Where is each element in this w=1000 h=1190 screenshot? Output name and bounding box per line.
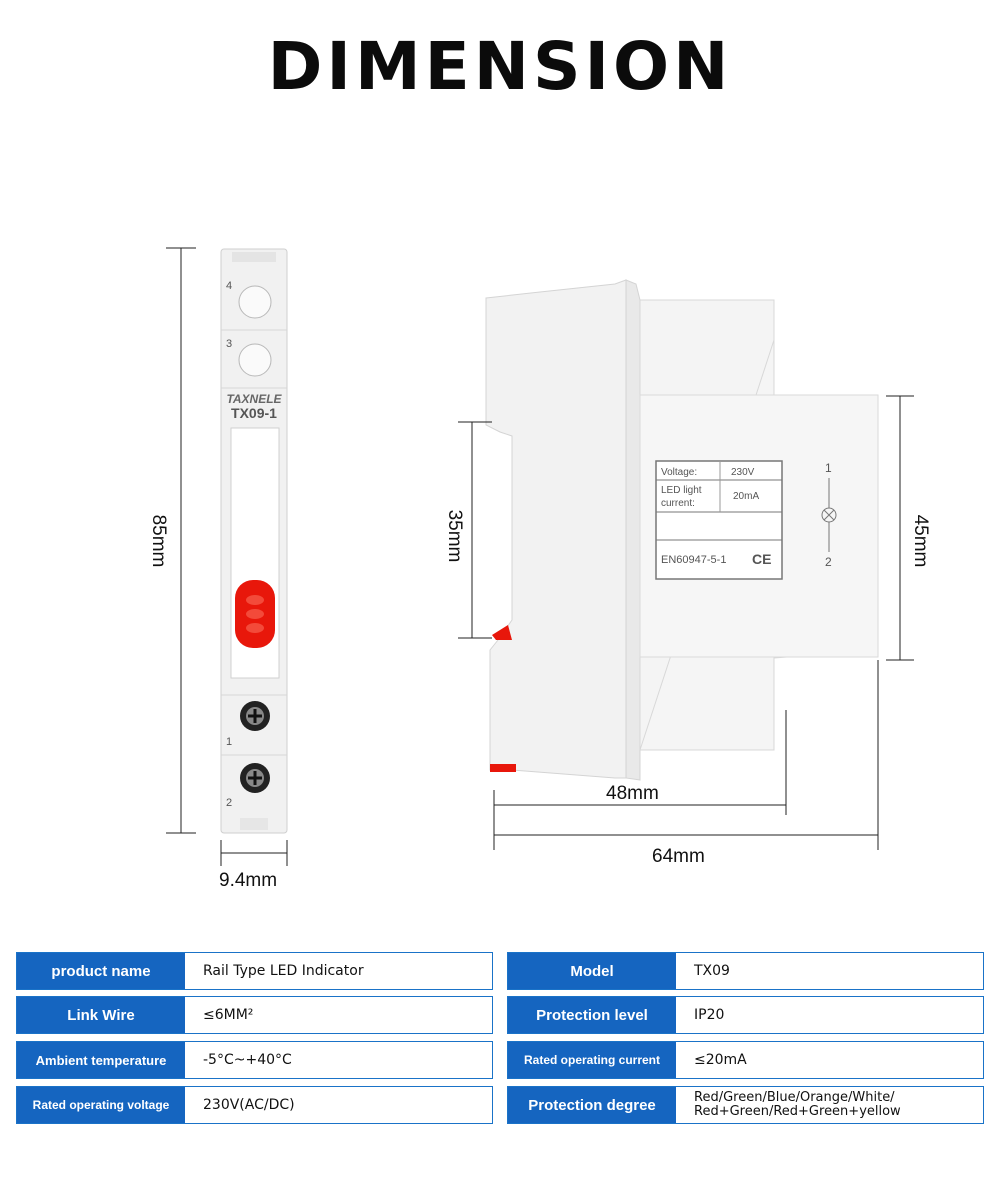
spec-value: TX09	[694, 963, 730, 979]
spec-row-product-name	[16, 952, 493, 990]
spec-key: Link Wire	[17, 997, 185, 1033]
spec-value	[676, 1087, 901, 1123]
dim-front-height-label: 45mm	[910, 514, 931, 568]
spec-value: IP20	[694, 1007, 725, 1023]
terminal-number-3: 3	[226, 338, 233, 350]
spec-value-line-1: Red/Green/Blue/Orange/White/	[694, 1090, 895, 1105]
spec-value: Rail Type LED Indicator	[203, 963, 364, 979]
page-title: DIMENSION	[267, 28, 733, 105]
spec-key: product name	[17, 953, 185, 989]
spec-key: Protection degree	[508, 1087, 676, 1123]
terminal-number-4: 4	[226, 280, 233, 292]
spec-key: Ambient temperature	[17, 1042, 185, 1078]
spec-row-ambient-temperature	[16, 1041, 493, 1079]
terminal-number-2: 2	[226, 797, 233, 809]
terminal-number-1: 1	[226, 736, 233, 748]
spec-value: -5°C~+40°C	[203, 1052, 292, 1068]
spec-value: ≤20mA	[694, 1052, 747, 1068]
spec-value: ≤6MM²	[203, 1007, 254, 1023]
spec-key: Protection level	[508, 997, 676, 1033]
spec-value: 230V(AC/DC)	[203, 1097, 295, 1113]
spec-key: Model	[508, 953, 676, 989]
ce-mark: CE	[752, 551, 772, 567]
dim-height-label: 85mm	[148, 514, 169, 568]
dim-depth-inner-label: 48mm	[606, 783, 659, 804]
dim-depth-total-label: 64mm	[652, 846, 705, 867]
current-value: 20mA	[733, 491, 760, 502]
current-label-1: LED light	[661, 485, 702, 496]
front-view-module	[221, 249, 287, 833]
voltage-label: Voltage:	[661, 467, 698, 478]
schematic-terminal-2: 2	[825, 555, 832, 569]
dim-rail-label: 35mm	[444, 509, 465, 563]
spec-key: Rated operating voltage	[17, 1087, 185, 1123]
spec-row-rated-voltage	[16, 1086, 493, 1124]
spec-row-link-wire	[16, 996, 493, 1034]
schematic-terminal-1: 1	[825, 461, 832, 475]
brand-label: TAXNELE	[226, 392, 282, 406]
spec-row-rated-current	[507, 1041, 984, 1079]
current-label-2: current:	[661, 498, 695, 509]
model-label: TX09-1	[231, 405, 277, 421]
spec-row-protection-level	[507, 996, 984, 1034]
side-view-module	[486, 280, 878, 780]
spec-key: Rated operating current	[508, 1042, 676, 1078]
standard-label: EN60947-5-1	[661, 554, 727, 566]
spec-row-model	[507, 952, 984, 990]
dim-width-label: 9.4mm	[219, 870, 278, 891]
spec-row-protection-degree	[507, 1086, 984, 1124]
spec-value-line-2: Red+Green/Red+Green+yellow	[694, 1104, 901, 1119]
voltage-value: 230V	[731, 467, 755, 478]
